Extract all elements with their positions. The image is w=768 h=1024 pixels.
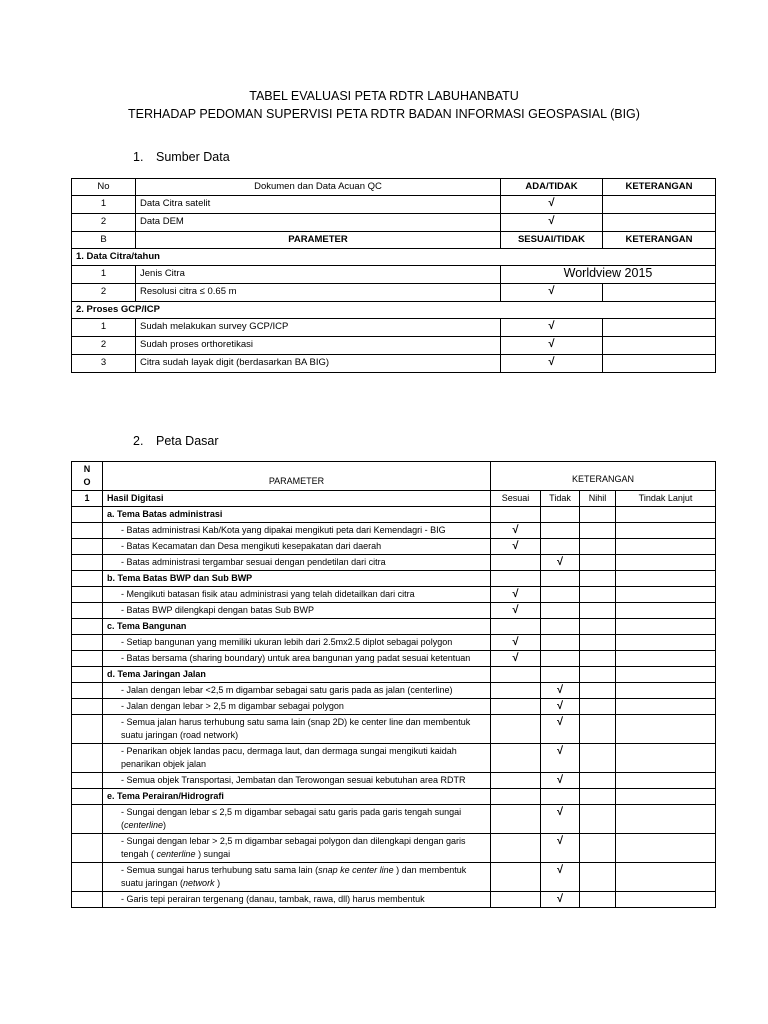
table-row xyxy=(72,699,716,715)
check-mark: √ xyxy=(541,683,580,699)
check-mark: √ xyxy=(491,587,541,603)
check-mark: √ xyxy=(491,523,541,539)
empty-cell xyxy=(72,507,103,523)
param-text xyxy=(103,805,491,834)
param-text: - Semua objek Transportasi, Jembatan dan Terowongan sesuai kebutuhan area RDTR xyxy=(103,773,491,789)
table-row xyxy=(72,284,716,302)
table-row xyxy=(72,214,716,232)
row-number: 1 xyxy=(72,266,136,284)
group-row xyxy=(72,789,716,805)
group-row xyxy=(72,507,716,523)
check-mark: √ xyxy=(501,319,603,337)
subheader-nihil: Nihil xyxy=(580,491,616,507)
table-row xyxy=(72,651,716,667)
table-row xyxy=(72,337,716,355)
header-no-n: N xyxy=(83,464,91,474)
param-text: - Mengikuti batasan fisik atau administrasi yang telah didetailkan dari citra xyxy=(103,587,491,603)
param-text-italic: centerline xyxy=(156,849,196,859)
check-mark: √ xyxy=(541,744,580,773)
check-mark: √ xyxy=(491,539,541,555)
group-row xyxy=(72,619,716,635)
row-note xyxy=(603,355,716,373)
table-row xyxy=(72,715,716,744)
table-row xyxy=(72,863,716,892)
row-number: 1 xyxy=(72,196,136,214)
header-no: No xyxy=(72,179,136,196)
check-mark: √ xyxy=(541,555,580,571)
group-batas-administrasi: a. Tema Batas administrasi xyxy=(103,507,491,523)
check-mark: √ xyxy=(501,196,603,214)
table-row xyxy=(72,892,716,908)
subheader-tidak: Tidak xyxy=(541,491,580,507)
check-mark: √ xyxy=(491,635,541,651)
param-text-italic: snap ke center line xyxy=(318,865,394,875)
row-note xyxy=(603,337,716,355)
param-text xyxy=(103,834,491,863)
section-1-heading xyxy=(133,150,230,164)
peta-dasar-table xyxy=(71,461,716,908)
row-number: 2 xyxy=(72,284,136,302)
check-mark: √ xyxy=(501,214,603,232)
param-text: - Batas bersama (sharing boundary) untuk area bangunan yang padat sesuai ketentuan xyxy=(103,651,491,667)
row-text: Data DEM xyxy=(136,214,501,232)
row-text: Citra sudah layak digit (berdasarkan BA BIG) xyxy=(136,355,501,373)
sumber-data-table xyxy=(71,178,716,373)
table-row xyxy=(72,319,716,337)
param-text-part: - Semua sungai harus terhubung satu sama lain ( xyxy=(121,865,319,875)
table-row xyxy=(72,587,716,603)
param-text: - Garis tepi perairan tergenang (danau, tambak, rawa, dll) harus membentuk xyxy=(103,892,491,908)
group-row xyxy=(72,249,716,266)
param-text: - Setiap bangunan yang memiliki ukuran lebih dari 2.5mx2.5 diplot sebagai polygon xyxy=(103,635,491,651)
param-text-part: - Sungai dengan lebar > 2,5 m digambar sebagai polygon dan dilengkapi dengan garis tengah ( xyxy=(121,836,466,859)
row-number: 2 xyxy=(72,214,136,232)
check-mark: √ xyxy=(501,355,603,373)
row-number: 1 xyxy=(72,319,136,337)
param-text-part: - Sungai dengan lebar ≤ 2,5 m digambar sebagai satu garis pada garis tengah sungai ( xyxy=(121,807,462,830)
check-mark: √ xyxy=(491,603,541,619)
param-text xyxy=(103,863,491,892)
table-row xyxy=(72,603,716,619)
param-text-part: ) sungai xyxy=(195,849,231,859)
header-keterangan: KETERANGAN xyxy=(491,462,716,491)
table-row xyxy=(72,196,716,214)
check-mark: √ xyxy=(541,699,580,715)
table-row xyxy=(72,773,716,789)
header-no-o: O xyxy=(83,477,91,487)
group-batas-bwp: b. Tema Batas BWP dan Sub BWP xyxy=(103,571,491,587)
group-jaringan-jalan: d. Tema Jaringan Jalan xyxy=(103,667,491,683)
param-text: - Batas Kecamatan dan Desa mengikuti kesepakatan dari daerah xyxy=(103,539,491,555)
check-mark: √ xyxy=(541,773,580,789)
table-row xyxy=(72,491,716,507)
row-text: Data Citra satelit xyxy=(136,196,501,214)
subheader-tindak-lanjut: Tindak Lanjut xyxy=(616,491,716,507)
row-number: 2 xyxy=(72,337,136,355)
table-row xyxy=(72,539,716,555)
table-row xyxy=(72,805,716,834)
param-text: - Jalan dengan lebar <2,5 m digambar sebagai satu garis pada as jalan (centerline) xyxy=(103,683,491,699)
param-header-sesuai: SESUAI/TIDAK xyxy=(501,232,603,249)
param-header-keterangan: KETERANGAN xyxy=(603,232,716,249)
row-number: 1 xyxy=(72,491,103,507)
group-row xyxy=(72,667,716,683)
header-ada-tidak: ADA/TIDAK xyxy=(501,179,603,196)
row-note xyxy=(603,284,716,302)
param-text-part: ) xyxy=(163,820,167,830)
param-header-no: B xyxy=(72,232,136,249)
table-row xyxy=(72,744,716,773)
row-text: Resolusi citra ≤ 0.65 m xyxy=(136,284,501,302)
check-mark: √ xyxy=(491,651,541,667)
table-row xyxy=(72,555,716,571)
citra-type-value: Worldview 2015 xyxy=(501,266,716,284)
section-1-number: 1. xyxy=(133,150,144,164)
header-parameter: PARAMETER xyxy=(103,462,491,491)
section-2-title: Peta Dasar xyxy=(156,434,219,448)
row-title: Hasil Digitasi xyxy=(103,491,491,507)
param-text-italic: centerline xyxy=(124,820,164,830)
param-text-part: ) xyxy=(214,878,221,888)
section-2-number: 2. xyxy=(133,434,144,448)
param-header-parameter: PARAMETER xyxy=(136,232,501,249)
subheader-sesuai: Sesuai xyxy=(491,491,541,507)
section-2-heading xyxy=(133,434,219,448)
check-mark: √ xyxy=(501,284,603,302)
check-mark: √ xyxy=(541,805,580,834)
param-text: - Batas BWP dilengkapi dengan batas Sub BWP xyxy=(103,603,491,619)
row-text: Sudah melakukan survey GCP/ICP xyxy=(136,319,501,337)
table-header-row xyxy=(72,179,716,196)
section-1-title: Sumber Data xyxy=(156,150,230,164)
param-text: - Semua jalan harus terhubung satu sama lain (snap 2D) ke center line dan membentuk suatu jaringan (road network) xyxy=(103,715,491,744)
check-mark: √ xyxy=(501,337,603,355)
param-text: - Batas administrasi tergambar sesuai dengan pendetilan dari citra xyxy=(103,555,491,571)
group-data-citra: 1. Data Citra/tahun xyxy=(72,249,716,266)
row-text: Jenis Citra xyxy=(136,266,501,284)
row-note xyxy=(603,214,716,232)
doc-title-line1: TABEL EVALUASI PETA RDTR LABUHANBATU xyxy=(249,89,519,103)
group-row xyxy=(72,302,716,319)
table-row xyxy=(72,834,716,863)
param-text: - Penarikan objek landas pacu, dermaga laut, dan dermaga sungai mengikuti kaidah penarikan objek jalan xyxy=(103,744,491,773)
check-mark: √ xyxy=(541,892,580,908)
parameter-header-row xyxy=(72,232,716,249)
row-note xyxy=(603,319,716,337)
row-number: 3 xyxy=(72,355,136,373)
header-keterangan: KETERANGAN xyxy=(603,179,716,196)
group-proses-gcp: 2. Proses GCP/ICP xyxy=(72,302,716,319)
table-row xyxy=(72,266,716,284)
table-row xyxy=(72,523,716,539)
header-dokumen: Dokumen dan Data Acuan QC xyxy=(136,179,501,196)
group-perairan: e. Tema Perairan/Hidrografi xyxy=(103,789,491,805)
param-text: - Batas administrasi Kab/Kota yang dipakai mengikuti peta dari Kemendagri - BIG xyxy=(103,523,491,539)
check-mark: √ xyxy=(541,715,580,744)
row-note xyxy=(603,196,716,214)
table-row xyxy=(72,683,716,699)
group-bangunan: c. Tema Bangunan xyxy=(103,619,491,635)
table-row xyxy=(72,635,716,651)
param-text-italic: network xyxy=(183,878,215,888)
check-mark: √ xyxy=(541,863,580,892)
table-row xyxy=(72,355,716,373)
header-no xyxy=(72,462,103,491)
doc-title-line2: TERHADAP PEDOMAN SUPERVISI PETA RDTR BADAN INFORMASI GEOSPASIAL (BIG) xyxy=(128,107,640,121)
row-text: Sudah proses orthoretikasi xyxy=(136,337,501,355)
param-text: - Jalan dengan lebar > 2,5 m digambar sebagai polygon xyxy=(103,699,491,715)
param-text-part: ) dan membentuk suatu jaringan ( xyxy=(121,865,467,888)
check-mark: √ xyxy=(541,834,580,863)
table-header-row xyxy=(72,462,716,491)
group-row xyxy=(72,571,716,587)
